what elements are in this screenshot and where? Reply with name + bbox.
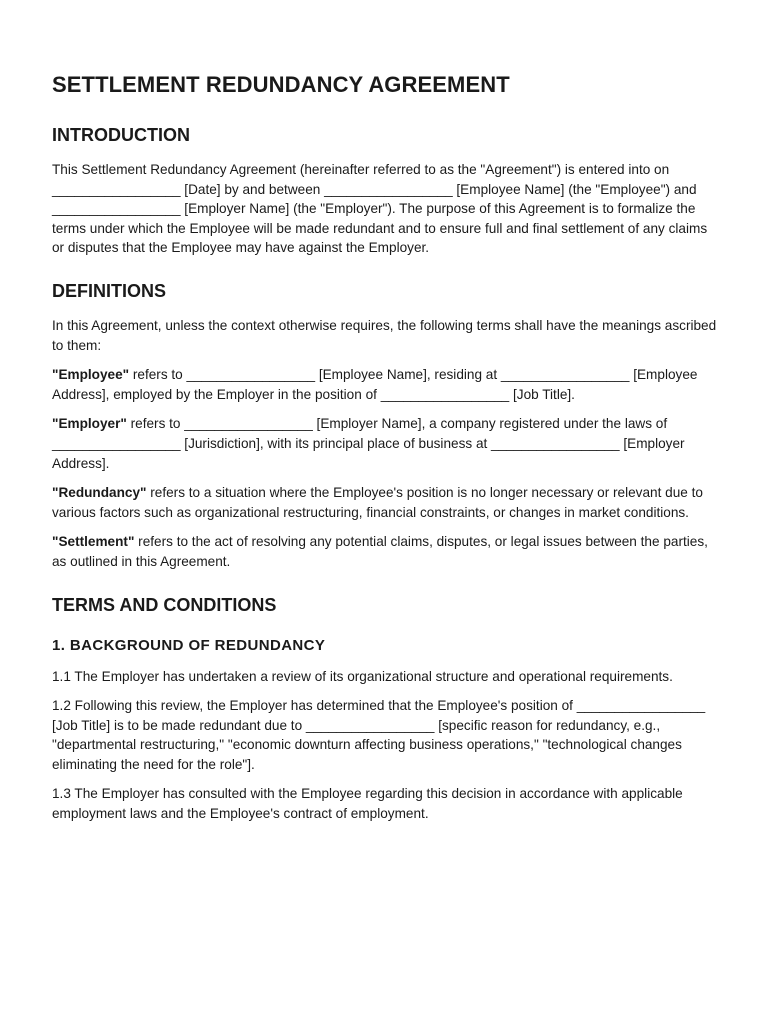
definition-redundancy — [52, 483, 720, 522]
definition-term: "Redundancy" — [52, 485, 147, 501]
clause-1-2: 1.2 Following this review, the Employer has determined that the Employee's position of _________________ [Job Title] is to be made redundant due to _________________ [specific reason for redundancy, e.g., "departmental restructuring," "economic downturn affecting business operations," "technological changes eliminating the need for the role"]. — [52, 698, 706, 772]
definition-employer — [52, 414, 720, 473]
definition-text: refers to _________________ [Employee Name], residing at _________________ [Employee Address], employed by the Employer in the position of _________________ [Job Title]. — [52, 367, 698, 402]
introduction-paragraph: This Settlement Redundancy Agreement (hereinafter referred to as the "Agreement") is entered into on _________________ [Date] by and between _________________ [Employee Name] (the "Employee") and _________________ [Employer Name] (the "Employer"). The purpose of this Agreement is to formalize the terms under which the Employee will be made redundant and to ensure full and final settlement of any claims or disputes that the Employee may have against the Employer. — [52, 162, 708, 256]
definition-employee — [52, 365, 720, 404]
definition-text: refers to a situation where the Employee's position is no longer necessary or relevant due to various factors such as organizational restructuring, financial constraints, or changes in market conditions. — [52, 485, 703, 520]
definition-term: "Settlement" — [52, 534, 135, 550]
clause-1-1: 1.1 The Employer has undertaken a review of its organizational structure and operational requirements. — [52, 668, 673, 684]
definition-term: "Employee" — [52, 367, 130, 383]
background-heading: 1. BACKGROUND OF REDUNDANCY — [52, 636, 326, 654]
definition-term: "Employer" — [52, 416, 127, 432]
definition-settlement — [52, 532, 720, 571]
definitions-heading: DEFINITIONS — [52, 280, 167, 301]
terms-heading: TERMS AND CONDITIONS — [52, 594, 277, 615]
introduction-heading: INTRODUCTION — [52, 125, 190, 145]
clause-1-3: 1.3 The Employer has consulted with the Employee regarding this decision in accordance with applicable employment laws and the Employee's contract of employment. — [52, 786, 683, 822]
definitions-intro: In this Agreement, unless the context otherwise requires, the following terms shall have the meanings ascribed to them: — [52, 317, 717, 353]
document-title: SETTLEMENT REDUNDANCY AGREEMENT — [52, 72, 510, 97]
definition-text: refers to the act of resolving any potential claims, disputes, or legal issues between the parties, as outlined in this Agreement. — [52, 534, 708, 569]
definition-text: refers to _________________ [Employer Name], a company registered under the laws of _________________ [Jurisdiction], with its principal place of business at _________________ [Employer Address]. — [52, 416, 685, 471]
